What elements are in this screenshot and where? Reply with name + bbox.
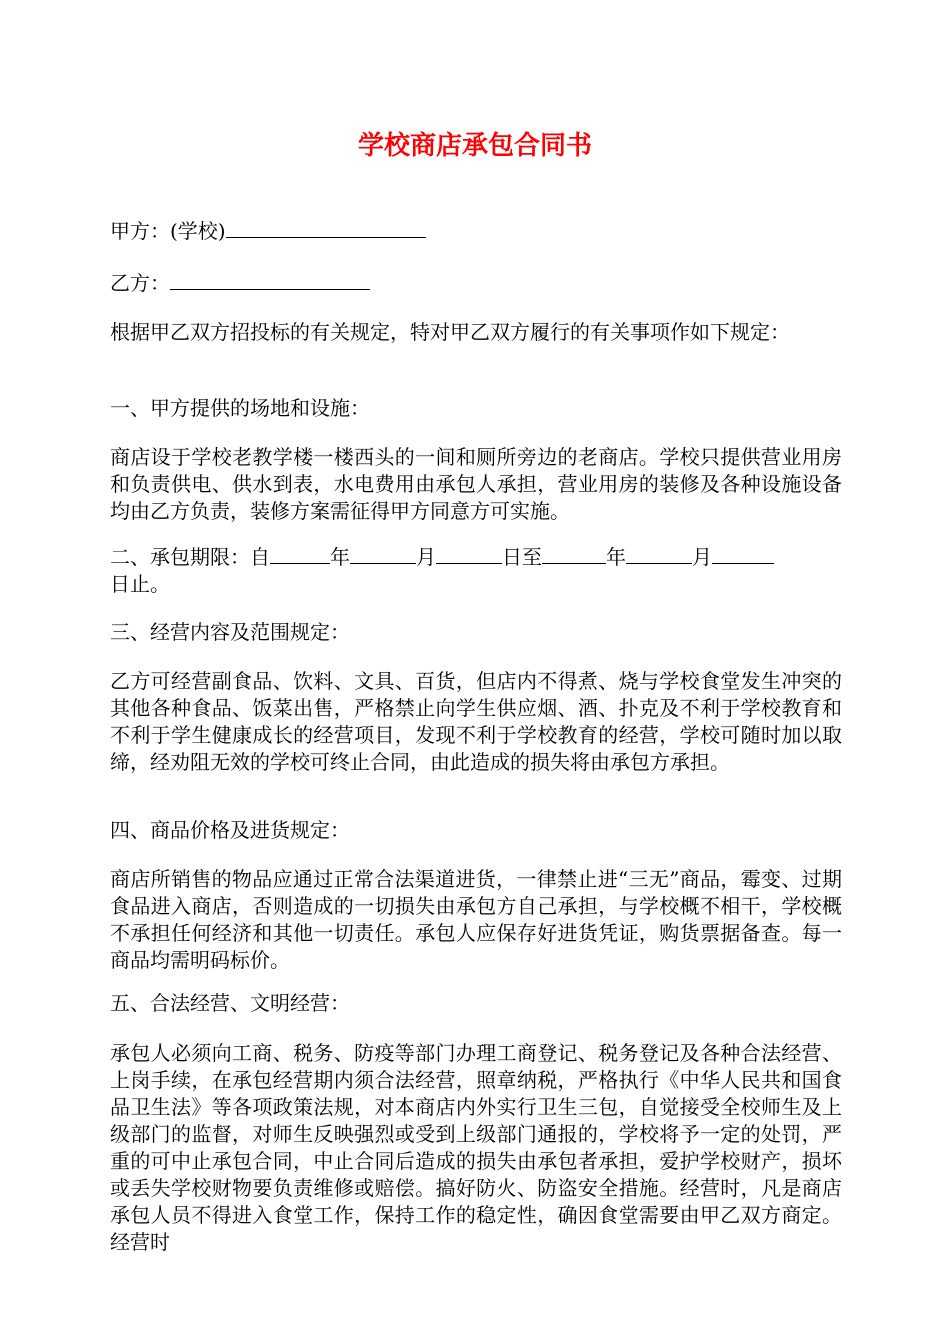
end-day-blank [712, 545, 774, 564]
party-a-blank [226, 219, 426, 238]
end-month-blank [626, 545, 692, 564]
section2-year2: 年 [606, 545, 626, 569]
section2-end: 日止。 [110, 572, 170, 596]
party-a-label: 甲方：(学校) [110, 219, 226, 243]
section4-body: 商店所销售的物品应通过正常合法渠道进货，一律禁止进“三无”商品，霉变、过期食品进入商店，否则造成的一切损失由承包方自己承担，与学校概不相干，学校概不承担任何经济和其他一切责任。承包人应保存好进货凭证，购货票据备查。每一商品均需明码标价。 [110, 867, 842, 972]
section2-year1: 年 [330, 545, 350, 569]
section5-heading: 五、合法经营、文明经营： [110, 991, 350, 1015]
section3-body: 乙方可经营副食品、饮料、文具、百货，但店内不得煮、烧与学校食堂发生冲突的其他各种食品、饭菜出售，严格禁止向学生供应烟、酒、扑克及不利于学校教育和不利于学生健康成长的经营项目，发现不利于学校教育的经营，学校可随时加以取缔，经劝阻无效的学校可终止合同，由此造成的损失将由承包方承担。 [110, 669, 842, 774]
party-b-line [110, 270, 842, 297]
end-year-blank [542, 545, 606, 564]
start-year-blank [270, 545, 330, 564]
party-b-blank [170, 271, 370, 290]
document-title: 学校商店承包合同书 [357, 131, 592, 161]
party-b-label: 乙方： [110, 271, 170, 295]
section2-day-to: 日至 [502, 545, 542, 569]
start-month-blank [350, 545, 416, 564]
section5-body: 承包人必须向工商、税务、防疫等部门办理工商登记、税务登记及各种合法经营、上岗手续，在承包经营期内须合法经营，照章纳税，严格执行《中华人民共和国食品卫生法》等各项政策法规，对本商店内外实行卫生三包，自觉接受全校师生及上级部门的监督，对师生反映强烈或受到上级部门通报的，学校将予一定的处罚，严重的可中止承包合同，中止合同后造成的损失由承包者承担，爱护学校财产，损坏或丢失学校财物要负责维修或赔偿。搞好防火、防盗安全措施。经营时，凡是商店承包人员不得进入食堂工作，保持工作的稳定性，确因食堂需要由甲乙双方商定。经营时 [110, 1041, 842, 1254]
section1-body: 商店设于学校老教学楼一楼西头的一间和厕所旁边的老商店。学校只提供营业用房和负责供电、供水到表，水电费用由承包人承担，营业用房的装修及各种设施设备均由乙方负责，装修方案需征得甲方同意方可实施。 [110, 445, 842, 523]
section2-prefix: 二、承包期限：自 [110, 545, 270, 569]
section3-heading: 三、经营内容及范围规定： [110, 620, 350, 644]
section1-heading: 一、甲方提供的场地和设施： [110, 396, 370, 420]
section2-month2: 月 [692, 545, 712, 569]
section2-line [110, 544, 842, 598]
intro-paragraph: 根据甲乙双方招投标的有关规定，特对甲乙双方履行的有关事项作如下规定： [110, 320, 790, 344]
section2-month1: 月 [416, 545, 436, 569]
party-a-line [110, 218, 842, 245]
start-day-blank [436, 545, 502, 564]
section4-heading: 四、商品价格及进货规定： [110, 818, 350, 842]
